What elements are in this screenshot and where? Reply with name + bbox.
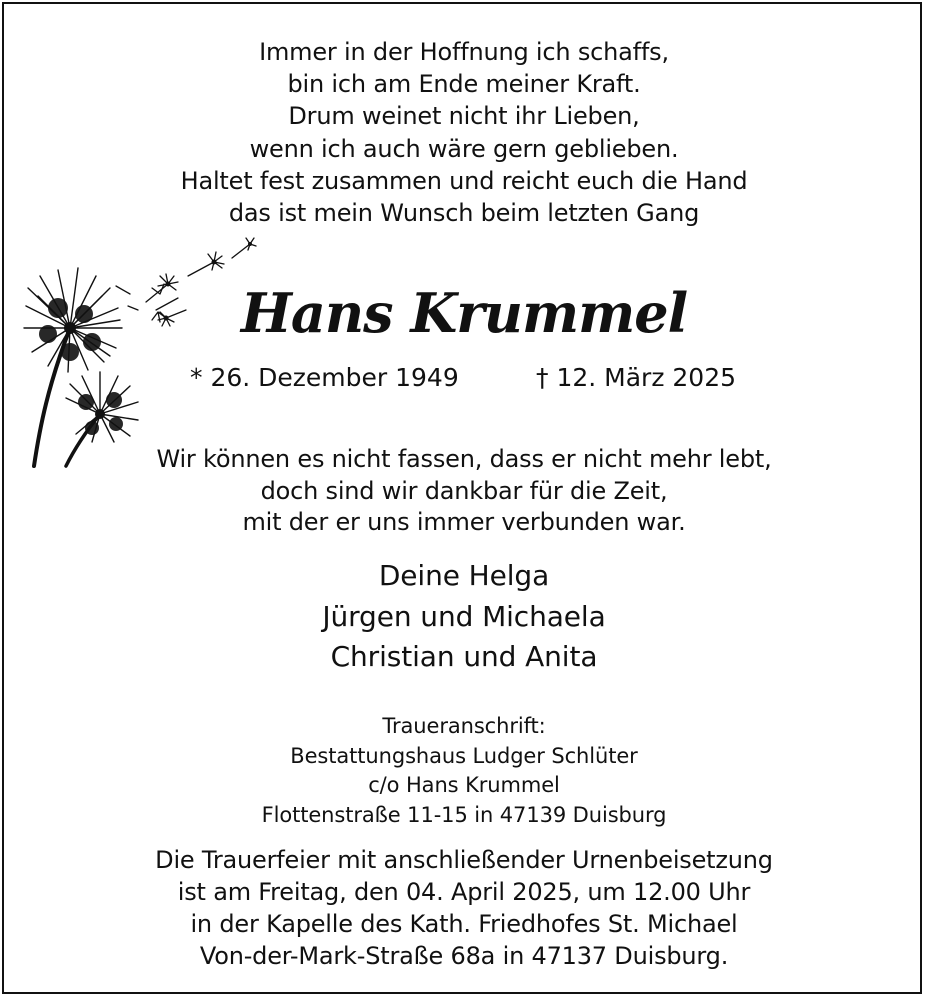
birth-date: * 26. Dezember 1949	[190, 363, 459, 392]
tribute-line: Wir können es nicht fassen, dass er nicht mehr lebt,	[156, 445, 772, 473]
poem-line: wenn ich auch wäre gern geblieben.	[249, 134, 679, 163]
memorial-poem	[0, 36, 928, 229]
poem-line: Immer in der Hoffnung ich schaffs,	[259, 38, 669, 66]
service-line: Von-der-Mark-Straße 68a in 47137 Duisburg.	[199, 942, 729, 970]
tribute-line: doch sind wir dankbar für die Zeit,	[260, 476, 668, 505]
dandelion-icon	[18, 236, 258, 472]
tribute-text	[0, 444, 928, 539]
poem-line: Haltet fest zusammen und reicht euch die Hand	[180, 166, 748, 195]
signer-line: Christian und Anita	[330, 640, 598, 673]
poem-line: Drum weinet nicht ihr Lieben,	[288, 102, 640, 131]
address-line: Bestattungshaus Ludger Schlüter	[290, 743, 638, 768]
signer-line: Jürgen und Michaela	[322, 599, 606, 633]
death-date: † 12. März 2025	[536, 363, 737, 392]
signer-line: Deine Helga	[378, 559, 550, 592]
deceased-name: Hans Krummel	[240, 281, 688, 345]
poem-line: bin ich am Ende meiner Kraft.	[287, 70, 641, 99]
address-line: c/o Hans Krummel	[368, 773, 560, 797]
poem-line: das ist mein Wunsch beim letzten Gang	[228, 199, 700, 228]
service-line: ist am Freitag, den 04. April 2025, um 12.00 Uhr	[177, 878, 751, 906]
family-signers	[0, 556, 928, 678]
funeral-service-info	[0, 844, 928, 972]
service-line: Die Trauerfeier mit anschließender Urnenbeisetzung	[155, 846, 773, 874]
address-label: Traueranschrift:	[382, 714, 546, 738]
address-line: Flottenstraße 11-15 in 47139 Duisburg	[261, 802, 667, 827]
tribute-line: mit der er uns immer verbunden war.	[242, 508, 686, 536]
mourning-address	[0, 712, 928, 830]
service-line: in der Kapelle des Kath. Friedhofes St. Michael	[190, 910, 738, 938]
